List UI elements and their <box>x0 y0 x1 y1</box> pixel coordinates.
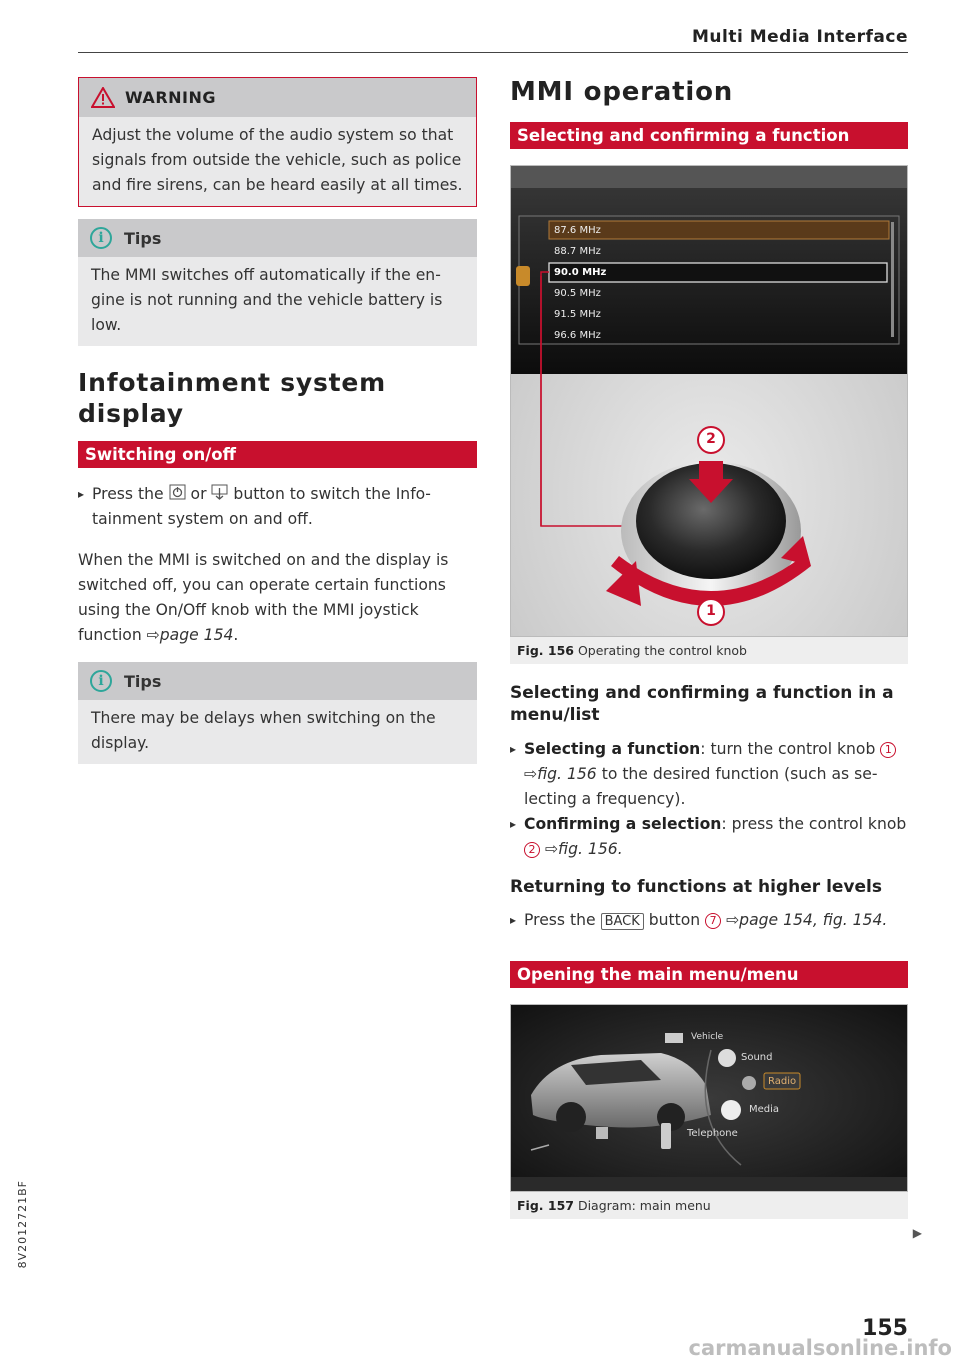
caption-number: Fig. 156 <box>517 643 574 658</box>
tips-box <box>78 219 477 346</box>
subsection-bar-switching: Switching on/off <box>78 441 477 468</box>
arrow-ref-icon: ⇨ <box>544 840 559 858</box>
subheading-returning: Returning to functions at higher levels <box>510 877 882 897</box>
menu-item-vehicle: Vehicle <box>691 1032 724 1042</box>
figure-reference-link[interactable]: fig. 156 <box>537 765 597 783</box>
callout-number: 2 <box>524 842 540 858</box>
callout-number: 7 <box>705 913 721 929</box>
tips-header-2 <box>78 662 477 700</box>
warning-box <box>78 77 477 207</box>
section-title-mmi: MMI operation <box>510 77 734 107</box>
instruction-switch-on-off <box>78 482 477 532</box>
instruction-pre: Press the <box>524 911 596 929</box>
warning-triangle-icon <box>91 87 115 108</box>
menu-item-telephone: Telephone <box>687 1128 738 1139</box>
left-column <box>78 77 477 764</box>
menu-item-media: Media <box>749 1104 780 1115</box>
watermark: carmanualsonline.info <box>688 1336 952 1360</box>
instruction-select-function <box>510 737 908 812</box>
frequency-item: 91.5 MHz <box>554 309 601 320</box>
tips-text: The MMI switches off automatically if the engine is not running and the vehicle battery is low. <box>91 266 443 334</box>
bullet-pre: Press the <box>92 485 164 503</box>
menu-item-radio: Radio <box>768 1076 797 1087</box>
instruction-bold: Confirming a selection <box>524 815 722 833</box>
frequency-list <box>554 223 754 349</box>
arrow-ref-icon: ⇨ <box>726 911 740 929</box>
info-icon: i <box>90 227 112 249</box>
arrow-ref-icon: ⇨ <box>146 626 160 644</box>
document-code: 8V2012721BF <box>16 1180 29 1269</box>
frequency-item: 88.7 MHz <box>554 246 601 257</box>
figure-reference-link[interactable]: fig. 156. <box>558 840 623 858</box>
page-reference-link[interactable]: page 154 <box>159 626 234 644</box>
warning-title: WARNING <box>125 88 216 107</box>
header-rule <box>78 52 908 53</box>
instruction-mid: button <box>648 911 701 929</box>
display-button-icon <box>211 484 228 500</box>
frequency-item: 87.6 MHz <box>554 225 601 236</box>
info-icon: i <box>90 670 112 692</box>
continue-arrow-icon: ▶ <box>912 1226 922 1240</box>
tips-title: Tips <box>124 228 162 248</box>
caption-text: Operating the control knob <box>577 643 747 658</box>
paragraph-mmi-display: When the MMI is switched on and the display is switched off, you can operate certain functions using the On/Off knob with the MMI joystick function ⇨page 154. <box>78 551 449 644</box>
instruction-bold: Selecting a function <box>524 740 701 758</box>
tips-title-2: Tips <box>124 671 162 691</box>
back-button-glyph: BACK <box>601 913 644 930</box>
page-number: 155 <box>862 1316 908 1341</box>
power-button-icon <box>169 484 186 500</box>
callout-1: 1 <box>706 603 716 619</box>
caption-text: Diagram: main menu <box>577 1198 711 1213</box>
paragraph-text: When the MMI is switched on and the display is switched off, you can operate certain functions using the On/Off knob with the MMI joystick function <box>78 551 449 644</box>
tips-header <box>78 219 477 257</box>
bullet-post: button to switch the Infotainment system on and off. <box>92 485 431 528</box>
running-header: Multi Media Interface <box>692 27 908 47</box>
right-column <box>510 77 908 1219</box>
instruction-text: : press the control knob <box>721 815 907 833</box>
figure-156-caption <box>510 637 908 664</box>
frequency-item-selected: 90.0 MHz <box>554 267 607 278</box>
tips-text-2: There may be delays when switching on the display. <box>91 709 436 752</box>
bullet-or: or <box>190 485 207 503</box>
frequency-item: 90.5 MHz <box>554 288 601 299</box>
section-title-infotainment: Infotainment system display <box>78 368 387 428</box>
subheading-selecting: Selecting and confirming a function in a menu/list <box>510 683 894 725</box>
caption-number: Fig. 157 <box>517 1198 574 1213</box>
callout-number: 1 <box>880 742 896 758</box>
figure-156 <box>510 165 908 637</box>
menu-item-sound: Sound <box>741 1052 773 1063</box>
tips-box-2 <box>78 662 477 764</box>
instruction-back <box>510 908 908 933</box>
instruction-text: : turn the control knob <box>700 740 876 758</box>
arrow-ref-icon: ⇨ <box>524 765 538 783</box>
page-reference-link[interactable]: page 154, fig. 154. <box>739 911 888 929</box>
subsection-bar-main-menu: Opening the main menu/menu <box>510 961 908 988</box>
warning-header <box>79 78 476 117</box>
subsection-bar-selecting: Selecting and confirming a function <box>510 122 908 149</box>
callout-2: 2 <box>706 431 716 447</box>
frequency-item: 96.6 MHz <box>554 330 601 341</box>
figure-157 <box>510 1004 908 1192</box>
warning-text: Adjust the volume of the audio system so that signals from outside the vehicle, such as police and fire sirens, can be heard easily at all times. <box>92 126 463 194</box>
instruction-confirm-selection <box>510 812 908 862</box>
instruction-rest: to the desired function (such as selecting a frequency). <box>524 765 878 808</box>
figure-157-caption <box>510 1192 908 1219</box>
